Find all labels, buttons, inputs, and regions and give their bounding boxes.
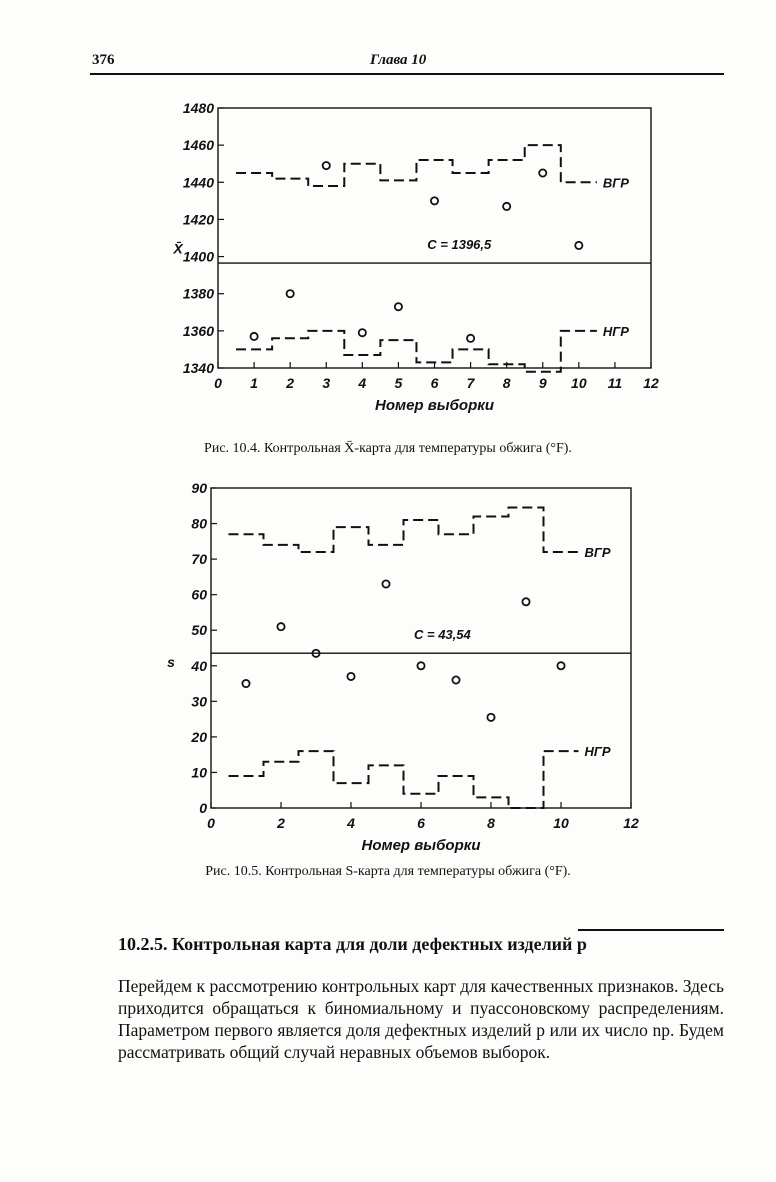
x-tick-label: 2 [277,815,285,831]
y-tick-label: 1460 [182,137,214,154]
x-tick-label: 10 [571,375,587,391]
x-axis-label: Номер выборки [361,837,481,854]
lcl-label: НГР [584,744,611,760]
y-tick-label: 60 [191,586,207,603]
data-point [277,623,284,630]
plot-frame [211,488,631,808]
x-tick-label: 12 [623,815,639,831]
page-number: 376 [92,52,115,68]
data-point [522,598,529,605]
y-tick-label: 1360 [182,322,214,339]
x-tick-label: 0 [214,375,222,391]
x-tick-label: 12 [643,375,659,391]
body-paragraph: Перейдем к рассмотрению контрольных карт для качественных признаков. Здесь приходится обращаться к биномиальному и пуассоновскому распределениям. Параметром первого является доля дефектных изделий p или их число np. Будем рассматривать общий случай неравных объемов выборок. [118,976,724,1062]
x-axis-label: Номер выборки [374,397,495,414]
data-point [242,680,249,687]
y-tick-label: 1340 [182,360,214,376]
x-tick-label: 4 [358,375,367,391]
x-tick-label: 5 [394,375,403,391]
ucl-label: ВГР [602,175,629,191]
x-tick-label: 8 [502,375,511,391]
x-tick-label: 8 [487,815,495,831]
y-tick-label: 1480 [182,100,214,116]
x-tick-label: 11 [607,375,623,391]
y-tick-label: 50 [191,622,207,639]
figure-caption-10-5: Рис. 10.5. Контрольная S-карта для температуры обжига (°F). [205,864,571,879]
x-tick-label: 6 [417,815,425,831]
y-tick-label: 1420 [182,211,214,228]
x-tick-label: 0 [207,815,215,831]
y-tick-label: 1400 [182,248,214,265]
y-tick-label: 20 [191,728,207,745]
y-tick-label: 80 [191,515,207,532]
y-tick-label: 1440 [182,174,214,191]
data-point [347,673,354,680]
x-tick-label: 3 [322,375,331,391]
x-tick-label: 10 [553,815,569,831]
y-tick-label: 40 [191,657,207,674]
upper-control-limit [229,508,579,552]
section-heading: 10.2.5. Контрольная карта для доли дефектных изделий p [118,934,587,954]
data-point [417,662,424,669]
data-point [452,676,459,683]
x-tick-label: 6 [430,375,439,391]
x-tick-label: 7 [466,375,475,391]
x-tick-label: 2 [286,375,295,391]
x-tick-label: 9 [538,375,547,391]
section-rule [578,929,724,931]
running-header: Глава 10 [370,52,427,68]
y-axis-label: s [167,654,175,671]
lcl-label: НГР [602,323,629,339]
data-point [557,662,564,669]
y-tick-label: 10 [191,764,207,781]
center-line-label: C = 1396,5 [427,237,492,253]
x-tick-label: 4 [347,815,355,831]
y-tick-label: 30 [191,693,207,710]
data-point [487,714,494,721]
data-point [382,580,389,587]
lower-control-limit [229,751,579,808]
center-line-label: C = 43,54 [414,627,471,643]
ucl-label: ВГР [584,545,611,560]
figure-caption-10-4: Рис. 10.4. Контрольная X̄-карта для температуры обжига (°F). [204,441,572,456]
y-axis-label: X̄ [173,240,183,257]
y-tick-label: 70 [191,551,207,568]
y-tick-label: 1380 [182,285,214,302]
y-tick-label: 0 [199,800,207,816]
y-tick-label: 90 [191,480,207,496]
x-tick-label: 1 [250,375,258,391]
